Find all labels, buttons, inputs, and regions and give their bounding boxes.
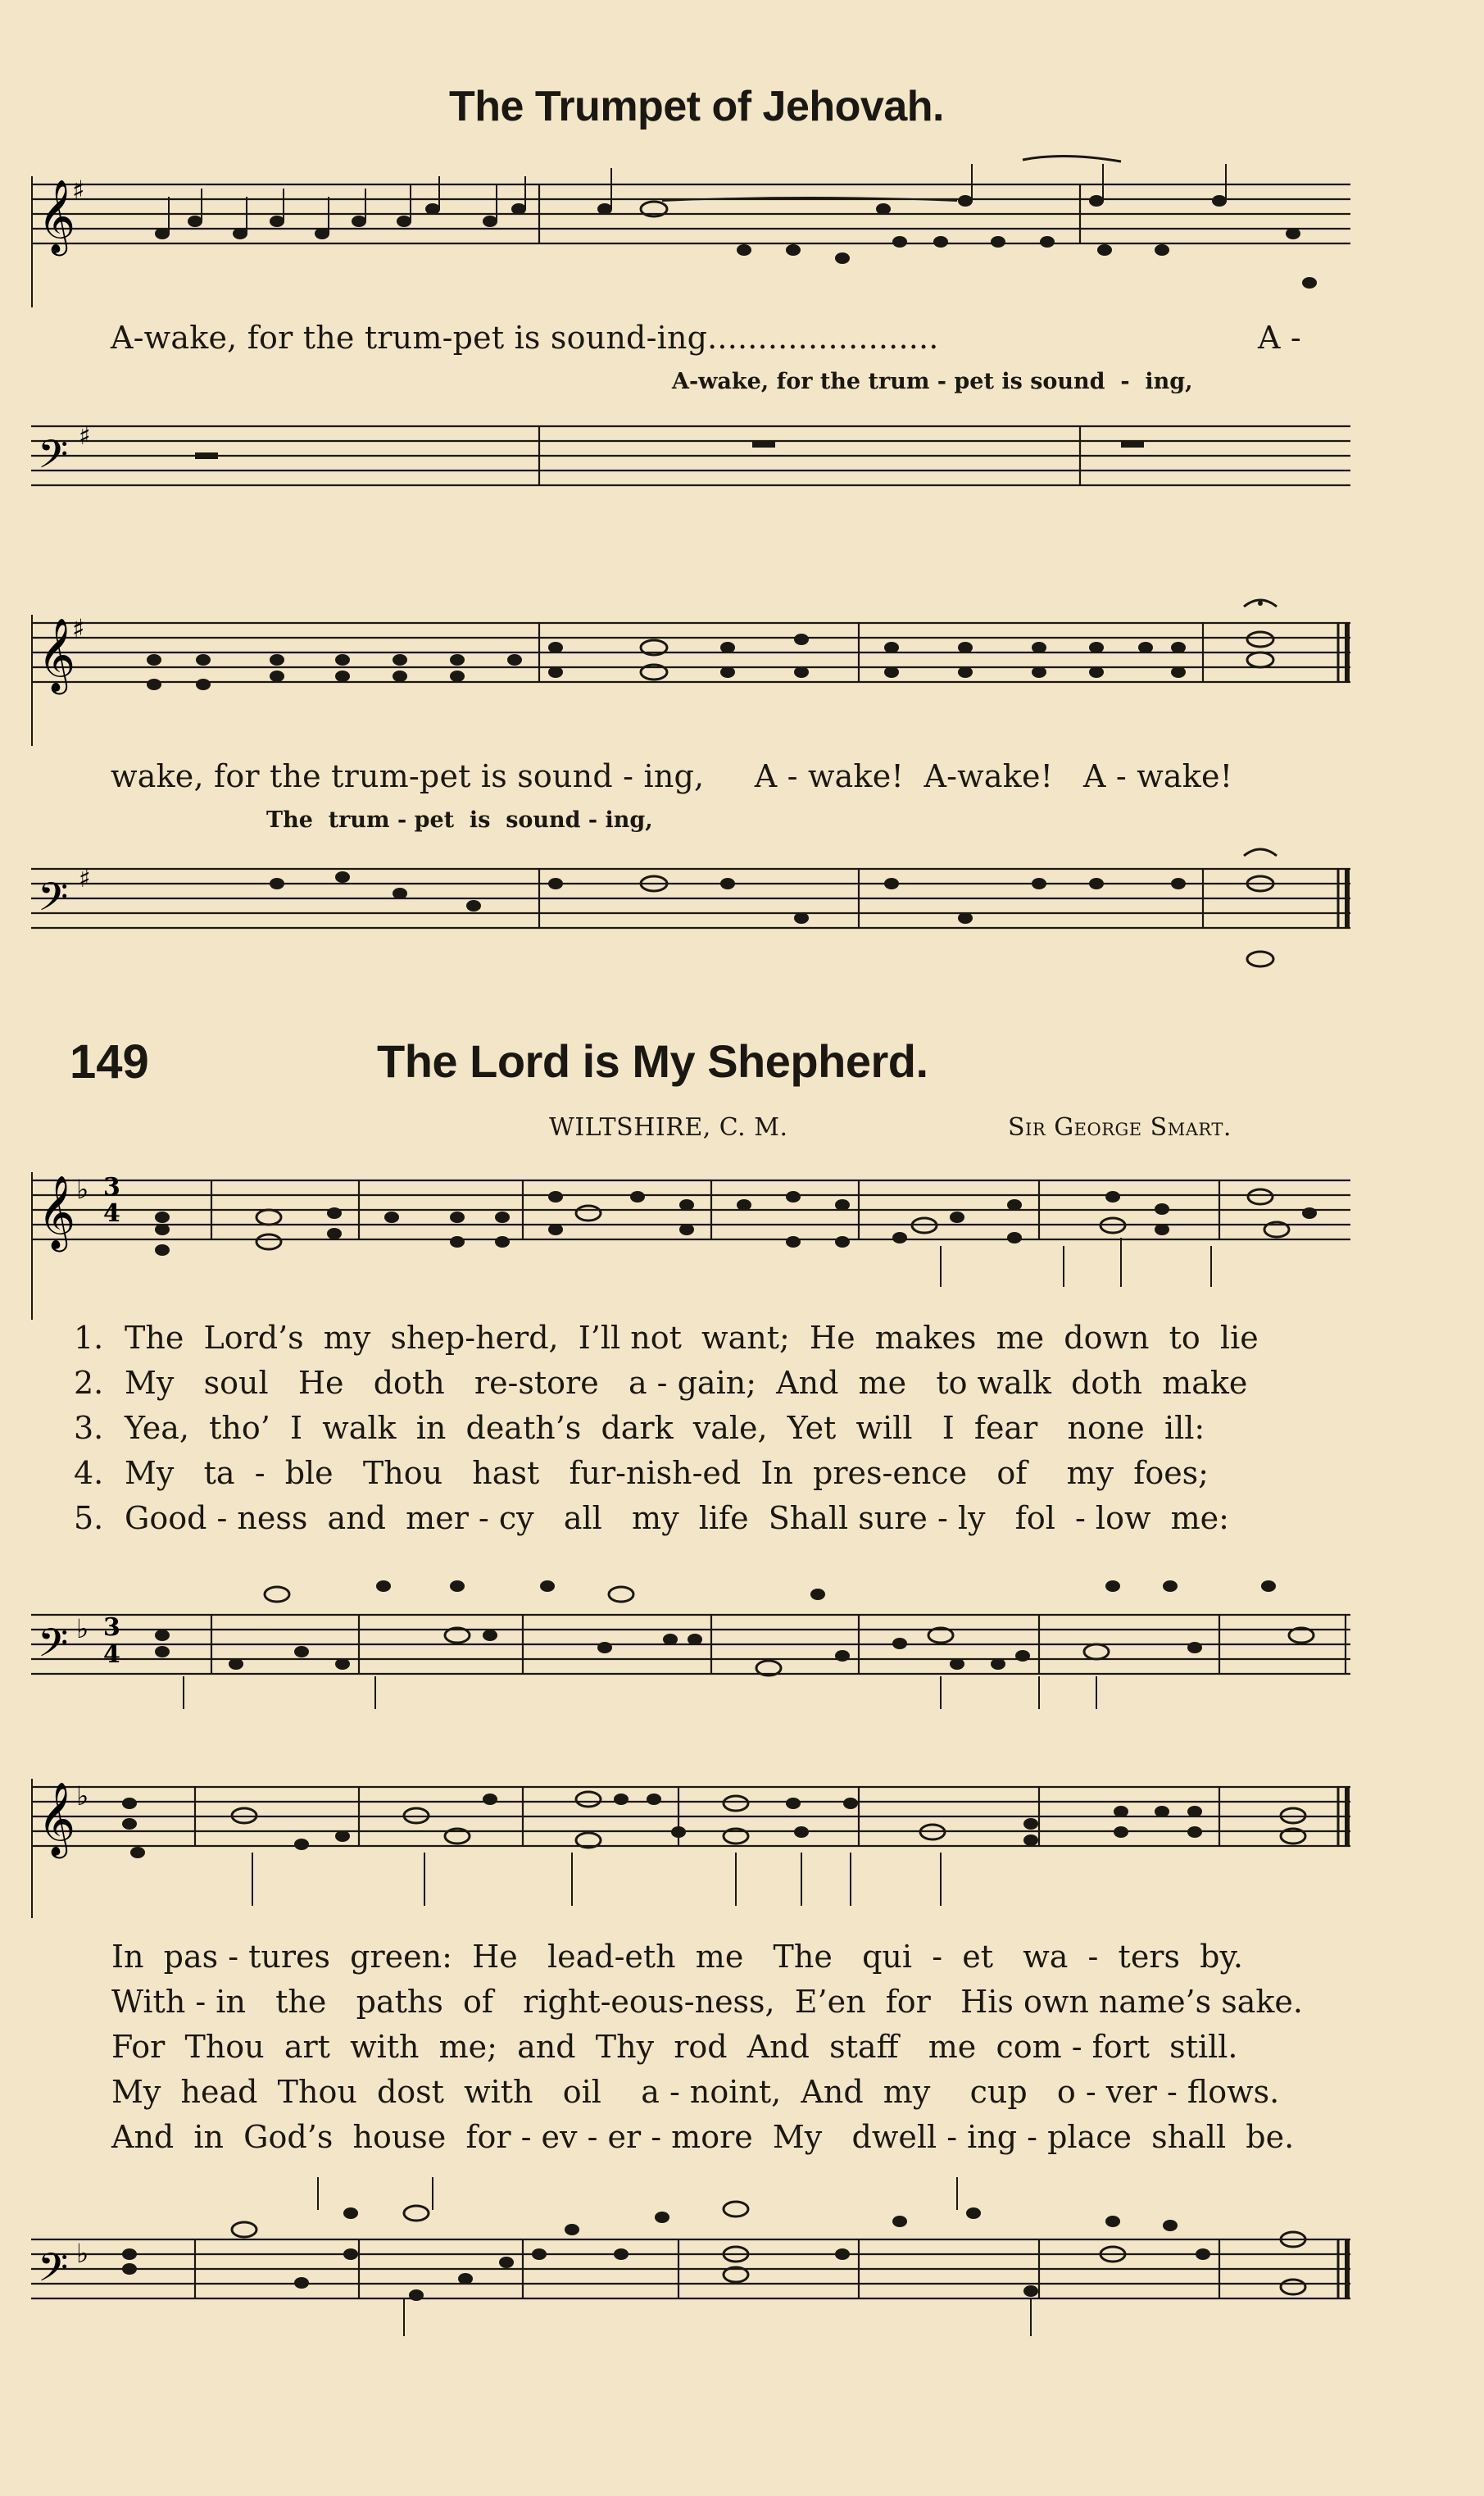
svg-text:𝄢: 𝄢 bbox=[38, 1620, 69, 1675]
svg-text:♭: ♭ bbox=[76, 1613, 89, 1644]
trumpet-system1-under-lyric: A-wake, for the trum - pet is sound - ing, bbox=[672, 369, 1193, 394]
svg-text:𝄞: 𝄞 bbox=[38, 618, 76, 692]
svg-text:𝄞: 𝄞 bbox=[38, 1782, 76, 1856]
hymn149-system1-bass-staff bbox=[31, 1549, 1359, 1721]
trumpet-system2-lyric: wake, for the trum-pet is sound - ing, A - wake! A-wake! A - wake! bbox=[111, 758, 1233, 794]
hymn-number: 149 bbox=[70, 1035, 149, 1089]
hymn149-system1-treble-staff bbox=[31, 1148, 1359, 1320]
trumpet-system2-under-lyric: The trum - pet is sound - ing, bbox=[266, 807, 653, 833]
trumpet-system1-lyric-end: A - bbox=[1258, 320, 1301, 356]
svg-text:♯: ♯ bbox=[72, 613, 85, 644]
verse-4-line-2: My head Thou dost with oil a - noint, And my cup o - ver - flows. bbox=[111, 2074, 1280, 2110]
hymn149-system2-bass-staff bbox=[31, 2164, 1359, 2344]
hymn149-system2-treble-staff bbox=[31, 1754, 1359, 1918]
svg-text:𝄞: 𝄞 bbox=[38, 180, 76, 253]
verse-3-line-2: For Thou art with me; and Thy rod And staff me com - fort still. bbox=[111, 2029, 1238, 2065]
verse-2-line-1: 2. My soul He doth re-store a - gain; And me to walk doth make bbox=[74, 1365, 1248, 1401]
svg-text:♯: ♯ bbox=[79, 422, 91, 451]
svg-text:♭: ♭ bbox=[76, 2238, 89, 2269]
svg-text:𝄢: 𝄢 bbox=[38, 2244, 69, 2300]
verse-1-line-1: 1. The Lord’s my shep-herd, I’ll not want; He makes me down to lie bbox=[74, 1320, 1259, 1356]
svg-text:3: 3 bbox=[103, 1613, 120, 1642]
verse-3-line-1: 3. Yea, tho’ I walk in death’s dark vale, Yet will I fear none ill: bbox=[74, 1410, 1205, 1446]
verse-5-line-1: 5. Good - ness and mer - cy all my life Shall sure - ly fol - low me: bbox=[74, 1500, 1229, 1536]
verse-2-line-2: With - in the paths of right-eous-ness, E’en for His own name’s sake. bbox=[111, 1984, 1303, 2020]
trumpet-system2-treble-staff bbox=[31, 582, 1359, 746]
composer-name: Sir George Smart. bbox=[1008, 1113, 1232, 1142]
svg-text:♯: ♯ bbox=[79, 865, 91, 893]
svg-text:𝄞: 𝄞 bbox=[38, 1175, 76, 1249]
trumpet-system1-treble-staff bbox=[31, 152, 1359, 307]
trumpet-system2-bass-staff bbox=[31, 836, 1359, 984]
verse-1-line-2: In pas - tures green: He lead-eth me The qui - et wa - ters by. bbox=[111, 1939, 1243, 1975]
trumpet-system1-bass-staff bbox=[31, 410, 1359, 516]
trumpet-title: The Trumpet of Jehovah. bbox=[449, 83, 944, 130]
svg-text:𝄢: 𝄢 bbox=[38, 874, 69, 930]
verse-5-line-2: And in God’s house for - ev - er - more My dwell - ing - place shall be. bbox=[111, 2119, 1295, 2155]
svg-text:4: 4 bbox=[103, 1199, 120, 1228]
svg-text:𝄢: 𝄢 bbox=[38, 431, 69, 487]
svg-text:♭: ♭ bbox=[76, 1780, 89, 1812]
svg-text:3: 3 bbox=[103, 1173, 120, 1202]
svg-text:4: 4 bbox=[103, 1640, 120, 1669]
hymn-title: The Lord is My Shepherd. bbox=[377, 1035, 928, 1087]
tune-name: WILTSHIRE, C. M. bbox=[549, 1113, 788, 1142]
svg-text:♯: ♯ bbox=[72, 175, 85, 206]
verse-4-line-1: 4. My ta - ble Thou hast fur-nish-ed In pres-ence of my foes; bbox=[74, 1455, 1209, 1491]
svg-text:♭: ♭ bbox=[76, 1174, 89, 1205]
trumpet-system1-lyric: A-wake, for the trum-pet is sound-ing....................... bbox=[111, 320, 939, 356]
